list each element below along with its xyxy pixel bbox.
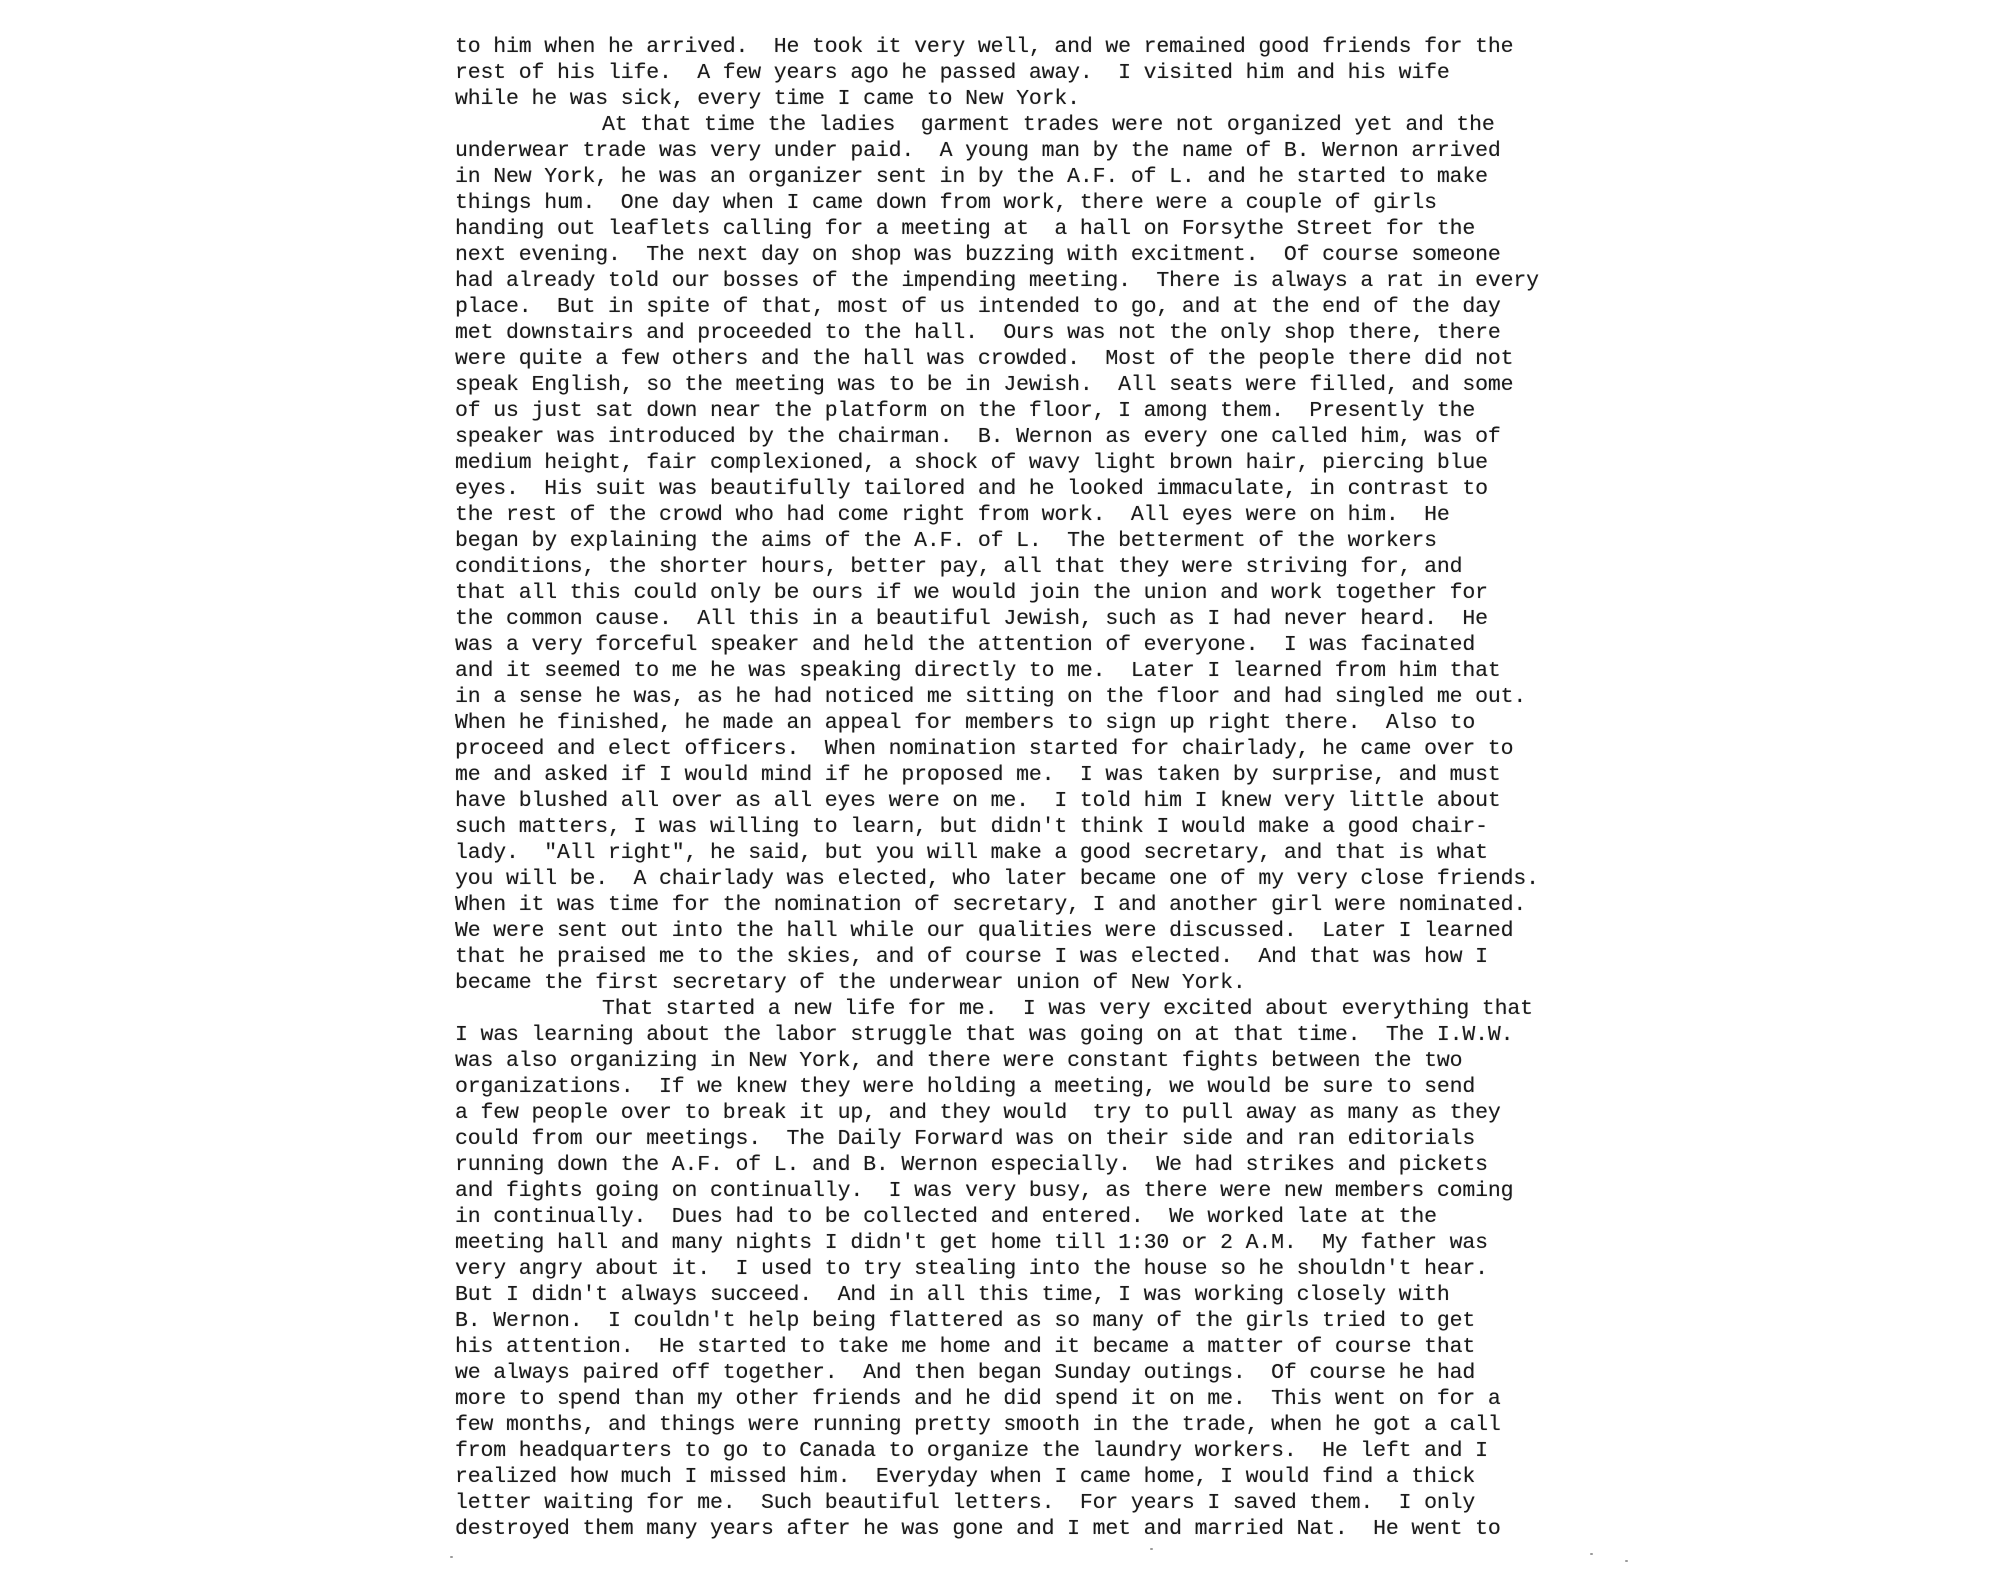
text-line: his attention. He started to take me home and it became a matter of course that bbox=[455, 1335, 1476, 1359]
text-line: more to spend than my other friends and he did spend it on me. This went on for a bbox=[455, 1387, 1501, 1411]
text-line: I was learning about the labor struggle that was going on at that time. The I.W.W. bbox=[455, 1023, 1514, 1047]
text-line: and it seemed to me he was speaking directly to me. Later I learned from him that bbox=[455, 659, 1501, 683]
typescript-body bbox=[455, 34, 1635, 1542]
text-line: very angry about it. I used to try stealing into the house so he shouldn't hear. bbox=[455, 1257, 1488, 1281]
paper-speck bbox=[1150, 1548, 1153, 1550]
text-line: rest of his life. A few years ago he passed away. I visited him and his wife bbox=[455, 61, 1450, 85]
text-line: was a very forceful speaker and held the attention of everyone. I was facinated bbox=[455, 633, 1476, 657]
text-line: eyes. His suit was beautifully tailored and he looked immaculate, in contrast to bbox=[455, 477, 1488, 501]
text-line: could from our meetings. The Daily Forward was on their side and ran editorials bbox=[455, 1127, 1476, 1151]
text-line: have blushed all over as all eyes were on me. I told him I knew very little about bbox=[455, 789, 1501, 813]
text-line: When it was time for the nomination of secretary, I and another girl were nominated. bbox=[455, 893, 1527, 917]
text-line: letter waiting for me. Such beautiful letters. For years I saved them. I only bbox=[455, 1491, 1476, 1515]
text-line: When he finished, he made an appeal for members to sign up right there. Also to bbox=[455, 711, 1476, 735]
text-line: realized how much I missed him. Everyday when I came home, I would find a thick bbox=[455, 1465, 1476, 1489]
text-line: had already told our bosses of the impending meeting. There is always a rat in every bbox=[455, 269, 1539, 293]
text-line: from headquarters to go to Canada to organize the laundry workers. He left and I bbox=[455, 1439, 1488, 1463]
text-line: B. Wernon. I couldn't help being flattered as so many of the girls tried to get bbox=[455, 1309, 1476, 1333]
text-line: met downstairs and proceeded to the hall. Ours was not the only shop there, there bbox=[455, 321, 1501, 345]
text-line: me and asked if I would mind if he proposed me. I was taken by surprise, and must bbox=[455, 763, 1501, 787]
text-line: the rest of the crowd who had come right from work. All eyes were on him. He bbox=[455, 503, 1450, 527]
text-line: in a sense he was, as he had noticed me sitting on the floor and had singled me out. bbox=[455, 685, 1527, 709]
text-line: destroyed them many years after he was gone and I met and married Nat. He went to bbox=[455, 1517, 1501, 1541]
text-line: of us just sat down near the platform on the floor, I among them. Presently the bbox=[455, 399, 1476, 423]
text-line: conditions, the shorter hours, better pay, all that they were striving for, and bbox=[455, 555, 1463, 579]
paper-speck bbox=[1590, 1553, 1593, 1555]
text-line: in continually. Dues had to be collected and entered. We worked late at the bbox=[455, 1205, 1437, 1229]
text-line: speak English, so the meeting was to be in Jewish. All seats were filled, and some bbox=[455, 373, 1514, 397]
text-line: we always paired off together. And then began Sunday outings. Of course he had bbox=[455, 1361, 1476, 1385]
text-line: was also organizing in New York, and there were constant fights between the two bbox=[455, 1049, 1463, 1073]
text-line: medium height, fair complexioned, a shock of wavy light brown hair, piercing blue bbox=[455, 451, 1488, 475]
text-line: place. But in spite of that, most of us intended to go, and at the end of the day bbox=[455, 295, 1501, 319]
text-line: a few people over to break it up, and they would try to pull away as many as they bbox=[455, 1101, 1501, 1125]
text-line: that he praised me to the skies, and of course I was elected. And that was how I bbox=[455, 945, 1488, 969]
text-line: began by explaining the aims of the A.F. of L. The betterment of the workers bbox=[455, 529, 1437, 553]
text-line: to him when he arrived. He took it very well, and we remained good friends for the bbox=[455, 35, 1514, 59]
text-line: We were sent out into the hall while our qualities were discussed. Later I learned bbox=[455, 919, 1514, 943]
text-line: organizations. If we knew they were holding a meeting, we would be sure to send bbox=[455, 1075, 1476, 1099]
text-line: in New York, he was an organizer sent in by the A.F. of L. and he started to make bbox=[455, 165, 1488, 189]
text-line: running down the A.F. of L. and B. Wernon especially. We had strikes and pickets bbox=[455, 1153, 1488, 1177]
paragraph-first-line: That started a new life for me. I was very excited about everything that bbox=[602, 997, 1533, 1021]
text-line: such matters, I was willing to learn, but didn't think I would make a good chair- bbox=[455, 815, 1488, 839]
text-line: were quite a few others and the hall was crowded. Most of the people there did not bbox=[455, 347, 1514, 371]
text-line: underwear trade was very under paid. A young man by the name of B. Wernon arrived bbox=[455, 139, 1501, 163]
text-line: the common cause. All this in a beautiful Jewish, such as I had never heard. He bbox=[455, 607, 1488, 631]
text-line: became the first secretary of the underwear union of New York. bbox=[455, 971, 1246, 995]
paper-speck bbox=[450, 1556, 453, 1558]
paragraph-first-line: At that time the ladies garment trades were not organized yet and the bbox=[602, 113, 1495, 137]
text-line: handing out leaflets calling for a meeting at a hall on Forsythe Street for the bbox=[455, 217, 1476, 241]
text-line: while he was sick, every time I came to New York. bbox=[455, 87, 1080, 111]
text-line: that all this could only be ours if we would join the union and work together for bbox=[455, 581, 1488, 605]
text-line: and fights going on continually. I was very busy, as there were new members coming bbox=[455, 1179, 1514, 1203]
text-line: meeting hall and many nights I didn't get home till 1:30 or 2 A.M. My father was bbox=[455, 1231, 1488, 1255]
text-line: speaker was introduced by the chairman. B. Wernon as every one called him, was of bbox=[455, 425, 1501, 449]
text-line: proceed and elect officers. When nomination started for chairlady, he came over to bbox=[455, 737, 1514, 761]
text-line: few months, and things were running pretty smooth in the trade, when he got a call bbox=[455, 1413, 1501, 1437]
paper-speck bbox=[1625, 1560, 1628, 1562]
text-line: lady. "All right", he said, but you will make a good secretary, and that is what bbox=[455, 841, 1488, 865]
text-line: you will be. A chairlady was elected, who later became one of my very close friends. bbox=[455, 867, 1539, 891]
text-line: next evening. The next day on shop was buzzing with excitment. Of course someone bbox=[455, 243, 1501, 267]
text-line: things hum. One day when I came down from work, there were a couple of girls bbox=[455, 191, 1437, 215]
text-line: But I didn't always succeed. And in all this time, I was working closely with bbox=[455, 1283, 1450, 1307]
